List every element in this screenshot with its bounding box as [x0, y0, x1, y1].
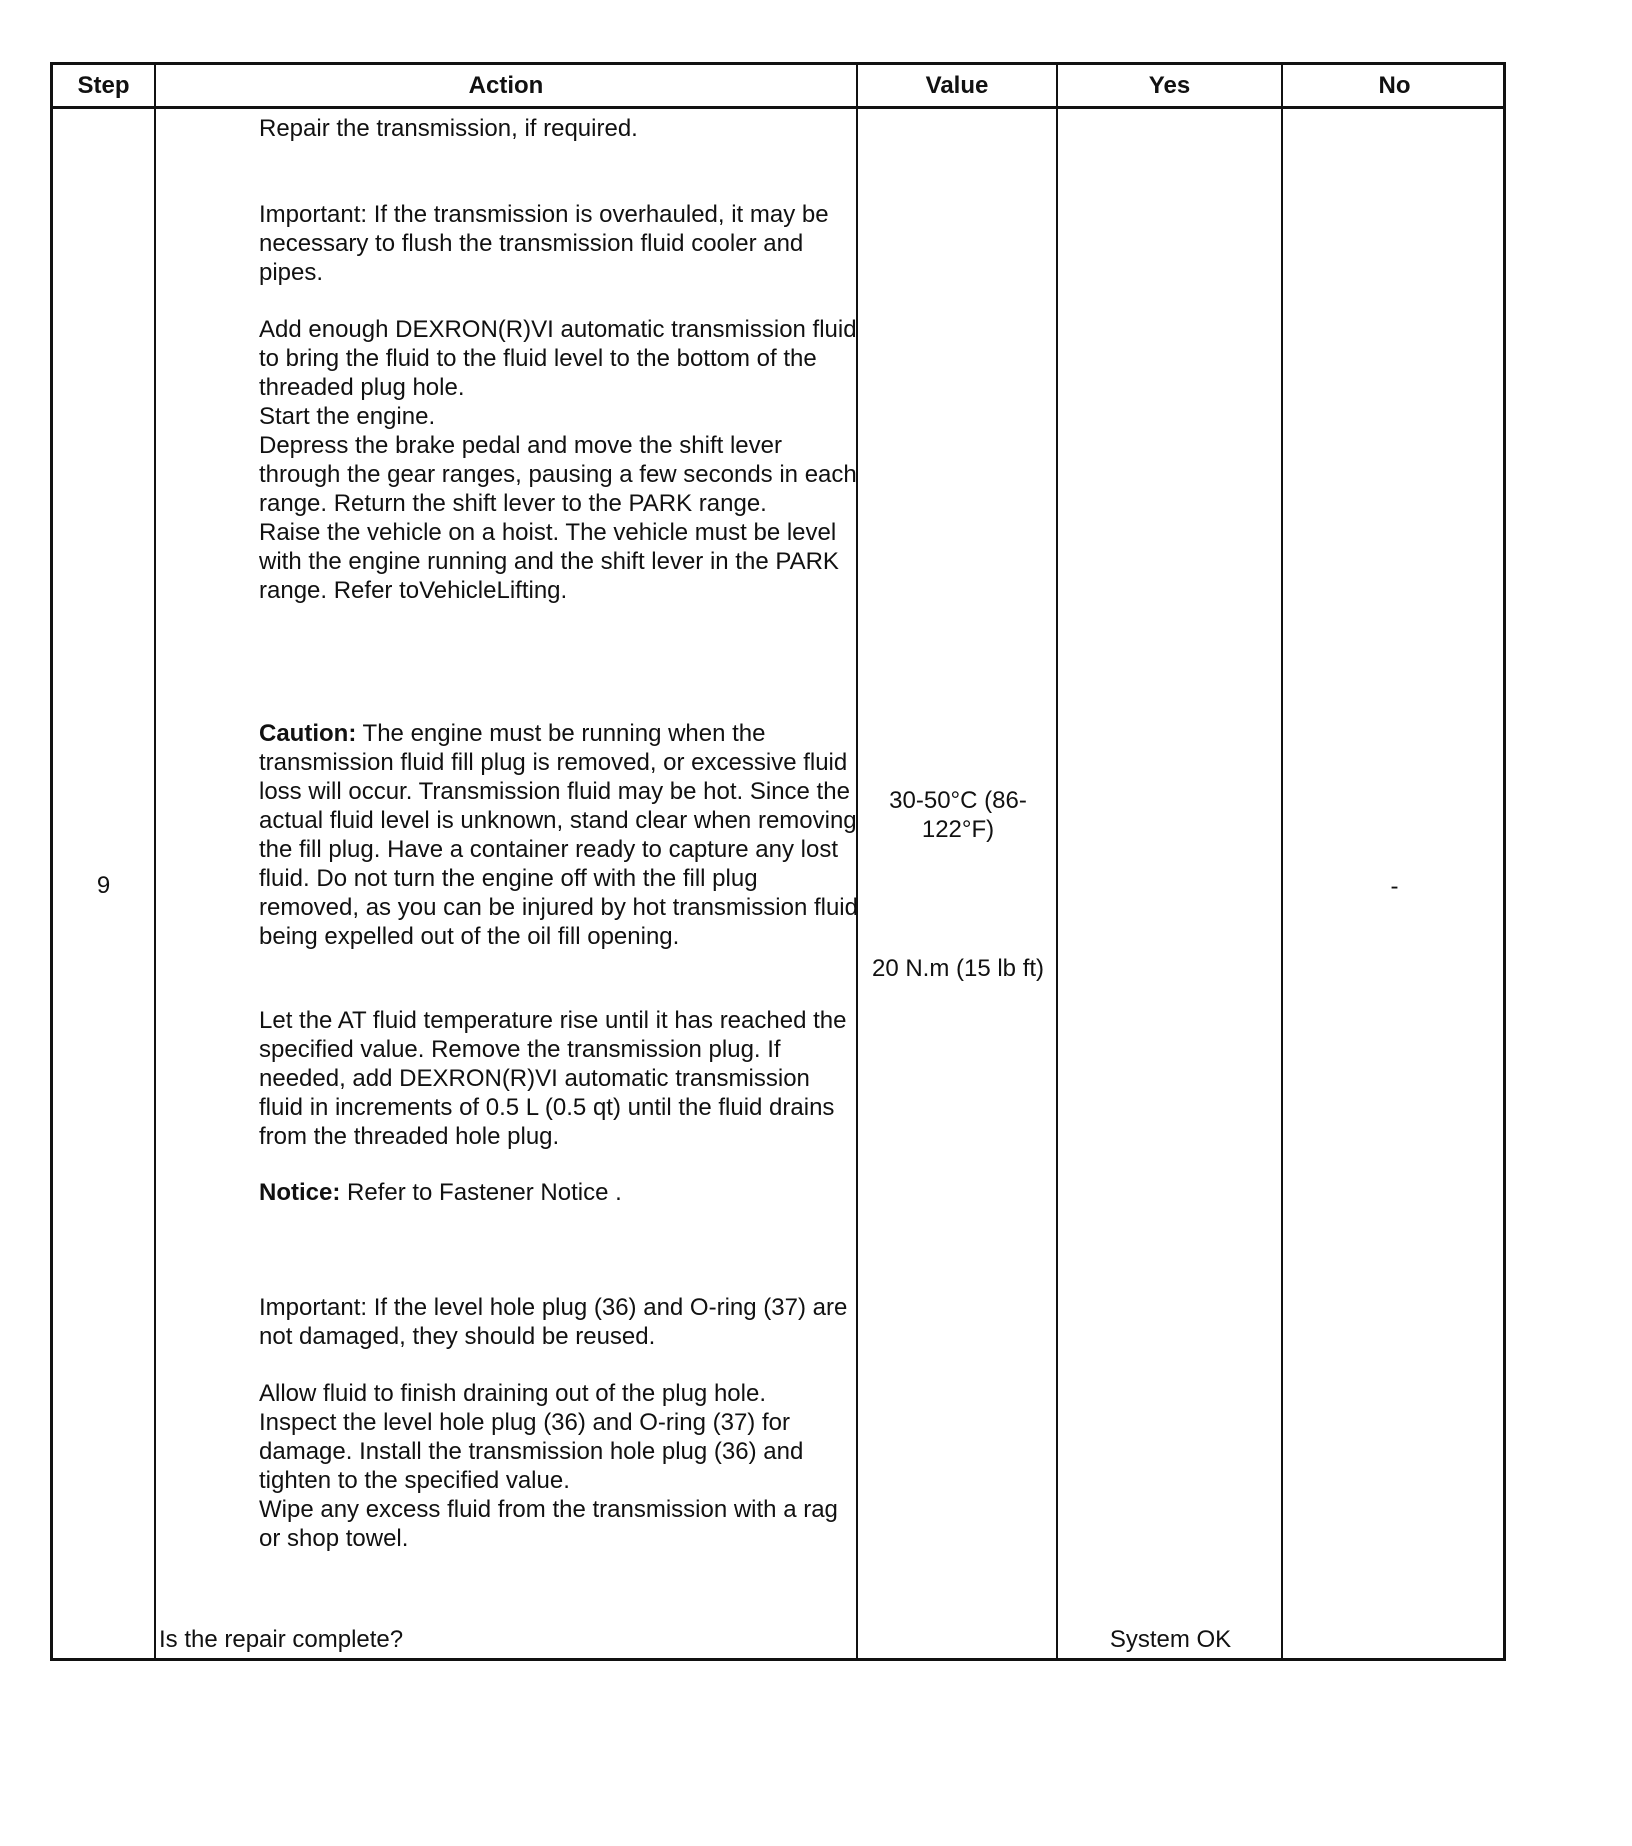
- raise-vehicle-end: .: [560, 577, 568, 604]
- caution-label: Caution:: [259, 720, 357, 747]
- diagnostic-table: [50, 62, 1506, 1661]
- header-no: No: [1378, 72, 1411, 99]
- step-number: 9: [96, 872, 111, 899]
- header-value: Value: [925, 72, 989, 99]
- temperature-text: Let the AT fluid temperature rise until it has reached the specified value. Remove the transmission plug. If needed, add DEXRON(R)VI automatic transmission fluid in increments of 0.5 L (0.5 qt) until the fluid drains from the threaded hole plug.: [259, 1007, 847, 1150]
- column-divider: [1281, 65, 1283, 1658]
- important-note-reuse: [259, 1293, 859, 1351]
- action-finish-steps: [259, 1379, 859, 1553]
- action-inspect: Inspect the level hole plug (36) and O-ring (37) for damage. Install the transmission hole plug (36) and tighten to the specified value.: [259, 1409, 804, 1494]
- no-result: -: [1390, 873, 1399, 900]
- notice-label: Notice:: [259, 1179, 341, 1206]
- action-depress-brake: Depress the brake pedal and move the shift lever through the gear ranges, pausing a few seconds in each range. Return the shift lever to the PARK range.: [259, 432, 857, 517]
- action-repair: [259, 114, 859, 143]
- action-allow-fluid: Allow fluid to finish draining out of the plug hole.: [259, 1380, 766, 1407]
- column-divider: [154, 65, 156, 1658]
- action-start-engine: Start the engine.: [259, 403, 436, 430]
- important-text: If the level hole plug (36) and O-ring (37) are not damaged, they should be reused.: [259, 1294, 848, 1350]
- caution-text: The engine must be running when the transmission fluid fill plug is removed, or excessive fluid loss will occur. Transmission fluid may be hot. Since the actual fluid level is unknown, stand clear when removing the fill plug. Have a container ready to capture any lost fluid. Do not turn the engine off with the fill plug removed, as you can be injured by hot transmission fluid being expelled out of the oil fill opening.: [259, 720, 858, 950]
- action-temperature: [259, 1006, 859, 1151]
- important-label: Important:: [259, 201, 368, 228]
- yes-result: System OK: [1109, 1626, 1232, 1653]
- action-add-fluid: Add enough DEXRON(R)VI automatic transmission fluid to bring the fluid to the fluid level to the bottom of the threaded plug hole.: [259, 316, 857, 401]
- header-divider: [53, 106, 1503, 109]
- notice-note: [259, 1178, 859, 1207]
- action-raise-vehicle: [259, 518, 859, 605]
- caution-note: [259, 719, 859, 951]
- value-temperature: 30-50°C (86-122°F): [889, 787, 1027, 843]
- notice-text: Refer to Fastener Notice .: [347, 1179, 622, 1206]
- vehicle-lifting-link[interactable]: VehicleLifting: [419, 577, 561, 604]
- important-text: If the transmission is overhauled, it may be necessary to flush the transmission fluid cooler and pipes.: [259, 201, 829, 286]
- header-action: Action: [468, 72, 544, 99]
- important-note-overhaul: [259, 200, 859, 287]
- header-step: Step: [77, 72, 130, 99]
- important-label: Important:: [259, 1294, 368, 1321]
- repair-question: Is the repair complete?: [159, 1626, 404, 1653]
- action-fill-steps: [259, 315, 859, 605]
- value-torque: 20 N.m (15 lb ft): [871, 955, 1045, 982]
- action-repair-text: Repair the transmission, if required.: [259, 115, 638, 142]
- header-yes: Yes: [1148, 72, 1191, 99]
- action-wipe: Wipe any excess fluid from the transmission with a rag or shop towel.: [259, 1496, 838, 1552]
- column-divider: [1056, 65, 1058, 1658]
- raise-vehicle-text: Raise the vehicle on a hoist. The vehicle must be level with the engine running and the shift lever in the PARK range. Refer to: [259, 519, 839, 604]
